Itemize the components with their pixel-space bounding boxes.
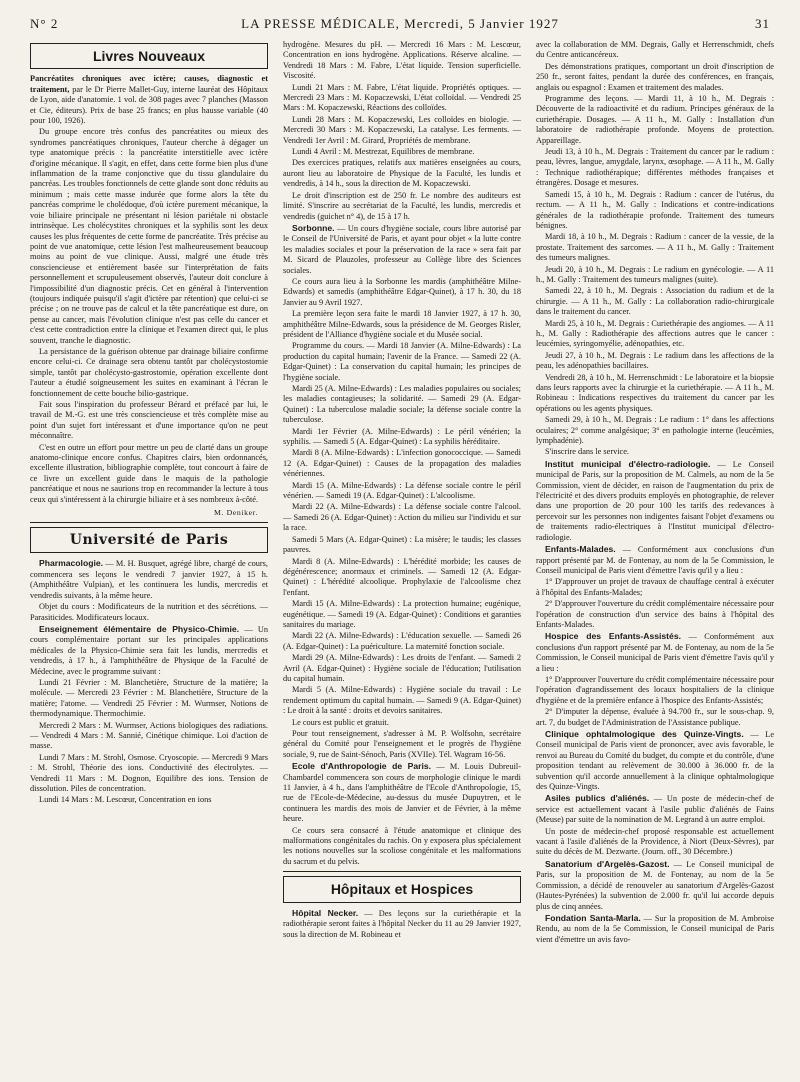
review-p1: Du groupe encore très confus des pancréatites ou mieux des syndromes pancréatiques chroniques, l'auteur cherche à dégager un type anatomique précis : la pancréatite interstitielle avec ictère d'origine mécanique. Il s'agit, en effet, dans cette forme bien plus d'une inflammation de la trame conjonctive que du tissu glandulaire du pancréas. Les troubles fonctionnels de cette glande sont donc réduits au minimum ; mais cette masse indurée que forme alors la tête du pancréas comprime le cholédoque, d'où ictère purement mécanique, la voie biliaire principale ne présentant ni lésion pariétale ni obstacle intrinsèque. Les cholécystites chroniques et la syphilis sont les deux causes les plus fréquentes de cette forme de pancréatite. Très précise au point de vue anatomique, cette lésion l'est malheureusement beaucoup moins au point de vue clinique. Aussi, malgré une étude très consciencieuse et entièrement basée sur l'interprétation de faits personnellement et scrupuleusement observés, l'auteur doit conclure à l'impossibilité d'un diagnostic précis. Cet en général à l'intervention (toujours indiquée puisqu'il s'agit d'ictère par rétention) que celui-ci se précise ; on ne trouve pas de calcul et la tête pancréatique est dure, on pense au cancer, mais l'évolution clinique n'est pas celle du cancer et c'est cette contradiction entre la clinique et l'examen direct qui, le plus souvent, tranche le diagnostic. bbox=[30, 127, 268, 345]
pharma-body: — M. H. Busquet, agrégé libre, chargé de cours, commencera ses leçons le vendredi 7 janvier 1927, à 15 h. (Amphithéâtre Vulpian), et les continuera les lundis, mercredis et vendredis suivants, à la même heure. bbox=[30, 559, 268, 600]
physchim-body: — Un cours complémentaire portant sur les principales applications médicales de la Physico-Chimie sera fait les lundis, mercredis et vendredis, à 17 h., à l'amphithéâtre de Physique de la Faculté de Médecine, avec le programme suivant : bbox=[30, 624, 268, 676]
programme-13: Le cours est public et gratuit. bbox=[292, 717, 389, 727]
section-title-universite: Université de Paris bbox=[69, 532, 229, 549]
pharma-head: Pharmacologie. bbox=[39, 558, 103, 569]
necker-p2: Des démonstrations pratiques, comportant un droit d'inscription de 250 fr., seront faites, pendant la durée des conférences, en français, anglais ou espagnol : Examen et traitement des malades. bbox=[536, 61, 774, 92]
programme-14: Pour tout renseignement, s'adresser à M. P. Wolfsohn, secrétaire général du Comité pour l'enseignement et le progrès de l'hygiène sociale, 9, rue de Saint-Sénoch, Paris (XVIIe). Tél. Wagram 16-56. bbox=[283, 729, 521, 759]
programme-3: Mardi 1er Février (A. Milne-Edwards) : Le péril vénérien; la syphilis. — Samedi 5 (A. Edgar-Quinet) : La syphilis héréditaire. bbox=[283, 426, 521, 447]
physchim-p1: Lundi 21 Février : M. Blanchetière, Structure de la matière; la molécule. — Mercredi 23 Février : M. Blanchetière, Structure de la matière; l'atome. — Vendredi 25 Février : M. Wurmser, Notions de thermodynamique. Thermochimie. bbox=[30, 677, 268, 719]
column-1 bbox=[30, 40, 268, 1072]
necker-p3: Programme des leçons. — Mardi 11, à 10 h., M. Degrais : Découverte de la radioactivité et du radium. Principes généraux de la curiethérapie. Dosages. — A 11 h., M. Gally : Installation d'un laboratoire de radiothérapie profonde. Moyens de protection. Appareillage. bbox=[536, 94, 774, 145]
necker-p6: Mardi 18, à 10 h., M. Degrais : Radium : cancer de la vessie, de la prostate. Traitement des sarcomes. — A 11 h., M. Gally : Traitement des tumeurs malignes. bbox=[536, 232, 774, 263]
running-title: LA PRESSE MÉDICALE, Mercredi, 5 Janvier 1927 bbox=[241, 16, 559, 31]
review-p2: La persistance de la guérison obtenue par drainage biliaire confirme encore celui-ci. Ce drainage sera obtenu tantôt par cholécystostomie simple, tantôt par cholécysto-gastrostomie, opération excellente dont l'auteur a étudié soigneusement les suites en examinant à l'écran le fonctionnement de cette bouche bilio-gastrique. bbox=[30, 346, 268, 398]
necker-p7: Jeudi 20, à 10 h., M. Degrais : Le radium en gynécologie. — A 11 h., M. Gally : Traitement des tumeurs malignes (suite). bbox=[536, 264, 774, 284]
asiles-head: Asiles publics d'aliénés. bbox=[545, 793, 650, 804]
section-title-livres: Livres Nouveaux bbox=[92, 48, 206, 64]
asiles-p2: Un poste de médecin-chef proposé responsable est actuellement vacant à l'asile d'aliénés de la Providence, à Niort (Deux-Sèvres), par suite du décès de M. Dezwarte. (Journ. off., 30 Décembre.) bbox=[536, 826, 774, 857]
review-lead: Pancréatites chroniques avec ictère; causes, diagnostic et traitement, bbox=[30, 74, 268, 94]
programme-1: Programme du cours. — Mardi 18 Janvier (A. Milne-Edwards) : La production du capital humain; l'avenir de la France. — Samedi 22 (A. Edgar-Quinet) : La conservation du capital humain; les principes de l'hygiène sociale. bbox=[283, 341, 521, 382]
physchim-p6: Lundi 28 Mars : M. Kopaczewski, Les colloïdes en biologie. — Mercredi 30 Mars : M. Kopaczewski, La catalyse. Les ferments. — Vendredi 1er Avril : M. Girard, Propriétés de membrane. bbox=[283, 114, 521, 145]
enfants-assistes-1: 1° D'approuver l'ouverture du crédit complémentaire nécessaire pour l'opération d'agrandissement des locaux hospitaliers de la clinique d'hygiène et de la première enfance à l'hospice des Enfants-Assistés; bbox=[536, 674, 774, 705]
programme-7: Samedi 5 Mars (A. Edgar-Quinet) : La misère; le taudis; les classes pauvres. bbox=[283, 534, 521, 555]
sorbonne-head: Sorbonne. bbox=[292, 222, 335, 233]
page-header bbox=[30, 14, 770, 34]
enfants-malades-head: Enfants-Malades. bbox=[545, 544, 616, 555]
anthro-head: Ecole d'Anthropologie de Paris. bbox=[292, 761, 432, 772]
folio: 31 bbox=[755, 16, 770, 31]
programme-11: Mardi 29 (A. Milne-Edwards) : Les droits de l'enfant. — Samedi 2 Avril (A. Edgar-Quinet) : Hygiène sociale de l'éducation; l'utilisation du capital humain. bbox=[283, 653, 521, 683]
argeles-body: — Le Conseil municipal de Paris, sur la proposition de M. de Fontenay, au nom de la 5e Commission, a décidé de renouveler au sanatorium d'Argelès-Gazost (Hautes-Pyrénées) la subvention de 2.000 fr. qu'il lui accorde depuis plus de cinq années. bbox=[536, 859, 774, 911]
programme-8: Mardi 8 (A. Milne-Edwards) : L'hérédité morbide; les causes de dégénérescence; anormaux et criminels. — Samedi 12 (A. Edgar-Quinet) : L'hérédité alcoolique. Prophylaxie de l'alcoolisme chez l'enfant. bbox=[283, 556, 521, 597]
argeles-head: Sanatorium d'Argelès-Gazost. bbox=[545, 858, 670, 869]
necker-body: — Des leçons sur la curiethérapie et la radiothérapie seront faites à l'hôpital Necker du 11 au 29 Janvier 1927, sous la direction de M. Robineau et bbox=[283, 908, 521, 939]
programme-4: Mardi 8 (A. Milne-Edwards) : L'infection gonococcique. — Samedi 12 (A. Edgar-Quinet) : Causes de la propagation des maladies vénériennes. bbox=[283, 448, 521, 479]
programme-9: Mardi 15 (A. Milne-Edwards) : La protection humaine; eugénique, eugénétique. — Samedi 19 (A. Edgar-Quinet) : Conditions et garanties sanitaires du mariage. bbox=[283, 599, 521, 629]
programme-6: Mardi 22 (A. Milne-Edwards) : La défense sociale contre l'alcool. — Samedi 26 (A. Edgar-Quinet) : Action du milieu sur l'individu et sur la race. bbox=[283, 502, 521, 533]
santa-marla-body: — Sur la proposition de M. Ambroise Rendu, au nom de la 5e Commission, le Conseil municipal de Paris vient d'émettre un avis favo- bbox=[536, 913, 774, 944]
physchim-p3: Lundi 7 Mars : M. Strohl, Osmose. Cryoscopie. — Mercredi 9 Mars : M. Strohl, Théorie des ions. Conductivité des électrolytes. — Vendredi 11 Mars : M. Dognon, Equilibre des ions. Tension de dissolution. Piles de concentration. bbox=[30, 752, 268, 793]
programme-12: Mardi 5 (A. Milne-Edwards) : Hygiène sociale du travail : Le rendement optimum du capital humain. — Samedi 9 (A. Edgar-Quinet) : Le droit à la santé : droits et devoirs sanitaires. bbox=[283, 685, 521, 716]
enfants-malades-body: — Conformément aux conclusions d'un rapport présenté par M. de Fontenay, au nom de la 5e Commission, le Conseil municipal de Paris vient d'émettre l'avis qu'il y a lieu : bbox=[536, 545, 774, 575]
asiles-body: — Un poste de médecin-chef de service est actuellement vacant à l'asile public d'aliénés de Fains (Meuse) par suite de la nomination de M. Legrand à un autre emploi. bbox=[536, 794, 774, 825]
review-signature: M. Deniker. bbox=[213, 508, 258, 518]
necker-p11: Vendredi 28, à 10 h., M. Herrenschmidt : Le laboratoire et la biopsie dans leurs rapports avec la chirurgie et la curiethérapie. — A 11 h., M. Robineau : Indications respectives du traitement du cancer par les opérations ou les agents physiques. bbox=[536, 372, 774, 413]
section-box-livres bbox=[30, 43, 268, 69]
page-number-left: N° 2 bbox=[30, 16, 59, 31]
column-3 bbox=[536, 40, 774, 1072]
necker-p13: S'inscrire dans le service. bbox=[545, 447, 629, 457]
pharma-objet: Objet du cours : Modificateurs de la nutrition et des sécrétions. — Parasiticides. Modificateurs locaux. bbox=[30, 602, 268, 622]
quinze-vingts-head: Clinique ophtalmologique des Quinze-Vingts. bbox=[545, 729, 744, 739]
divider bbox=[283, 871, 521, 872]
necker-p12: Samedi 29, à 10 h., M. Degrais : Le radium : 1° dans les affections oculaires; 2° comme analgésique; 3° en pathologie interne (leucémies, lymphadénie). bbox=[536, 415, 774, 446]
enfants-malades-2: 2° D'approuver l'ouverture du crédit complémentaire nécessaire pour l'opération de construction d'un service des bains à l'hôpital des Enfants-Malades. bbox=[536, 599, 774, 629]
physchim-p4: Lundi 14 Mars : M. Lescœur, Concentration en ions bbox=[39, 795, 212, 805]
programme-5: Mardi 15 (A. Milne-Edwards) : La défense sociale contre le péril vénérien. — Samedi 19 (A. Edgar-Quinet) : L'alcoolisme. bbox=[283, 480, 521, 501]
physchim-cont: hydrogène. Mesures du pH. — Mercredi 16 Mars : M. Lescœur, Concentration en ions hydrogène. Applications. Réserve alcaline. — Vendredi 18 Mars : M. Fabre, L'état liquide. Tension superficielle. Viscosité. bbox=[283, 40, 521, 81]
section-box-universite bbox=[30, 527, 268, 553]
necker-p9: Mardi 25, à 10 h., M. Degrais : Curiethérapie des angiomes. — A 11 h., M. Gally : Radiothérapie des affections autres que le cancer : leucémies, syringomyélie, adénopathies, etc. bbox=[536, 318, 774, 349]
enfants-assistes-head: Hospice des Enfants-Assistés. bbox=[545, 631, 681, 642]
sorbonne-p2: Ce cours aura lieu à la Sorbonne les mardis (amphithéâtre Milne-Edwards) et samedis (amphithéâtre Edgar-Quinet), à 17 h. 30, du 18 Janvier au 9 Avril 1927. bbox=[283, 276, 521, 307]
programme-2: Mardi 25 (A. Milne-Edwards) : Les maladies populaires ou sociales; les maladies contagieuses; la solidarité. — Samedi 29 (A. Edgar-Quinet) : La tuberculose maladie sociale; la défense sociale contre la tuberculose. bbox=[283, 384, 521, 425]
review-p4: C'est en outre un effort pour mettre un peu de clarté dans un groupe anatomo-clinique encore confus. Chapitres clairs, bien ordonnancés, excellente illustration, bibliographie complète, tout concourt à faire de ce livre un excellent guide dans le maquis de la pathologie pancréatique et nous ne saurions trop en recommander la lecture à tous ceux qui s'intéressent à la chirurgie biliaire et à ses nombreux à-côté. bbox=[30, 442, 268, 504]
sorbonne-body: — Un cours d'hygiène sociale, cours libre autorisé par le Conseil de l'Université de Paris, et ayant pour objet « la lutte contre les maladies sociales et pour la préservation de la race » sera fait par M. Sicard de Plauzoles, professeur au Collège libre des Sciences sociales. bbox=[283, 223, 521, 275]
section-box-hopitaux bbox=[283, 876, 521, 902]
necker-p4: Jeudi 13, à 10 h., M. Degrais : Traitement du cancer par le radium : peau, lèvres, langue, amygdale, larynx, œsophage. — A 11 h., M. Gally : Technique radiothérapique; différentes méthodes françaises et étrangères. Dosage et mesures. bbox=[536, 147, 774, 188]
physchim-p7: Lundi 4 Avril : M. Mestrezat, Equilibres de membrane. bbox=[292, 147, 475, 157]
quinze-vingts-body: — Le Conseil municipal de Paris vient de prononcer, avec avis favorable, le renvoi au Bureau du Comité du budget, du compte et du contrôle, d'une proposition tendant au relèvement de 30.000 à 36.000 fr. de la subvention qu'il accorde annuellement à la clinique ophtalmologique des Quinze-Vingts. bbox=[536, 730, 774, 792]
anthro-body: — M. Louis Dubreuil-Chambardel commencera son cours de morphologie clinique le mardi 11 Janvier, à 4 h., dans l'amphithéâtre de l'Ecole d'Anthropologie, 15, rue de l'Ecole-de-Médecine, au-dessus du musée Dupuytren, et le continuera les mardis des mois de Janvier et de Février, à la même heure. bbox=[283, 762, 521, 824]
necker-head: Hôpital Necker. bbox=[292, 907, 359, 918]
column-2 bbox=[283, 40, 521, 1072]
physchim-p9: Le droit d'inscription est de 250 fr. Le nombre des auditeurs est limité. S'inscrire au secrétariat de la Faculté, les lundis, mercredis et vendredis (guichet n° 4), de 15 à 17 h. bbox=[283, 190, 521, 221]
review-p3: Fait sous l'inspiration du professeur Bérard et préfacé par lui, le travail de M.-G. est une très consciencieuse et très complète mise au point d'un sujet fort intéressant et d'une importance qu'on ne peut méconnaître. bbox=[30, 400, 268, 441]
sorbonne-p3: La première leçon sera faite le mardi 18 Janvier 1927, à 17 h. 30, amphithéâtre Milne-Edwards, sous la présidence de M. Georges Risler, président de l'Alliance d'hygiène sociale et du Musée social. bbox=[283, 309, 521, 339]
necker-p5: Samedi 15, à 10 h., M. Degrais : Radium : cancer de l'utérus, du rectum. — A 11 h., M. Gally : Indications et contre-indications générales de la radiothérapie profonde. Traitement des tumeurs bénignes. bbox=[536, 189, 774, 230]
enfants-assistes-body: — Conformément aux conclusions d'un rapport présenté par M. de Fontenay, au nom de la 5e Commission, le Conseil municipal de Paris vient d'émettre l'avis qu'il y a lieu : bbox=[536, 632, 774, 673]
programme-10: Mardi 22 (A. Milne-Edwards) : L'éducation sexuelle. — Samedi 26 (A. Edgar-Quinet) : La puériculture. La maternité fonction sociale. bbox=[283, 631, 521, 651]
physchim-p8: Des exercices pratiques, relatifs aux matières enseignées au cours, auront lieu au laboratoire de Physique de la Faculté, les lundis et vendredis, à 14 h., sous la direction de M. Kopaczewski. bbox=[283, 158, 521, 189]
enfants-malades-1: 1° D'approuver un projet de travaux de chauffage central à exécuter à l'hôpital des Enfants-Malades; bbox=[536, 577, 774, 597]
electro-head: Institut municipal d'électro-radiologie. bbox=[545, 458, 711, 469]
section-title-hopitaux: Hôpitaux et Hospices bbox=[330, 881, 474, 898]
necker-p8: Samedi 22, à 10 h., M. Degrais : Association du radium et de la chirurgie. — A 11 h., M. Gally : La collaboration radio-chirurgicale dans le traitement du cancer. bbox=[536, 286, 774, 317]
necker-cont: avec la collaboration de MM. Degrais, Gally et Herrenschmidt, chefs du Centre anticancéreux. bbox=[536, 40, 774, 60]
review-body: par le Dr Pierre Mallet-Guy, interne lauréat des Hôpitaux de Lyon, aide d'anatomie. 1 vol. de 308 pages avec 7 planches (Masson et Cie, éditeurs). Prix de base 25 francs; en plus hausse variable (40 pour 100, 1926). bbox=[30, 84, 268, 126]
physchim-head: Enseignement élémentaire de Physico-Chimie. bbox=[39, 623, 240, 634]
enfants-assistes-2: 2° D'imputer la dépense, évaluée à 94.700 fr., sur le sous-chap. 9, art. 7, du budget de l'Administration de l'Assistance publique. bbox=[536, 707, 774, 727]
physchim-p5: Lundi 21 Mars : M. Fabre, L'état liquide. Propriétés optiques. — Mercredi 23 Mars : M. Kopaczewski, L'état colloïdal. — Vendredi 25 Mars : M. Kopaczewski, Réactions des colloïdes. bbox=[283, 82, 521, 113]
physchim-p2: Mercredi 2 Mars : M. Wurmser, Actions biologiques des radiations. — Vendredi 4 Mars : M. Sannié, Cinétique chimique. Loi d'action de masse. bbox=[30, 720, 268, 751]
anthro-p2: Ce cours sera consacré à l'étude anatomique et clinique des malformations congénitales du rachis. On y exposera plus spécialement les notions nouvelles sur la scoliose congénitale et les malformations du sacrum et du pelvis. bbox=[283, 825, 521, 866]
necker-p10: Jeudi 27, à 10 h., M. Degrais : Le radium dans les affections de la peau, les adénopathies bacillaires. bbox=[536, 350, 774, 371]
santa-marla-head: Fondation Santa-Marla. bbox=[545, 912, 641, 923]
divider bbox=[30, 522, 268, 523]
electro-body: — Le Conseil municipal de Paris, sur la proposition de M. Calmels, au nom de la 5e Commission, vient de décider, en raison de l'augmentation du prix de l'électricité et des divers produits employés en photographie, de relever dans une proportion de 20 pour 100 les tarifs des redevances à percevoir sur les personnes non indigentes faisant l'objet d'examens ou de traitements radio-électriques à l'Institut municipal d'électro-radiologie. bbox=[536, 459, 774, 542]
